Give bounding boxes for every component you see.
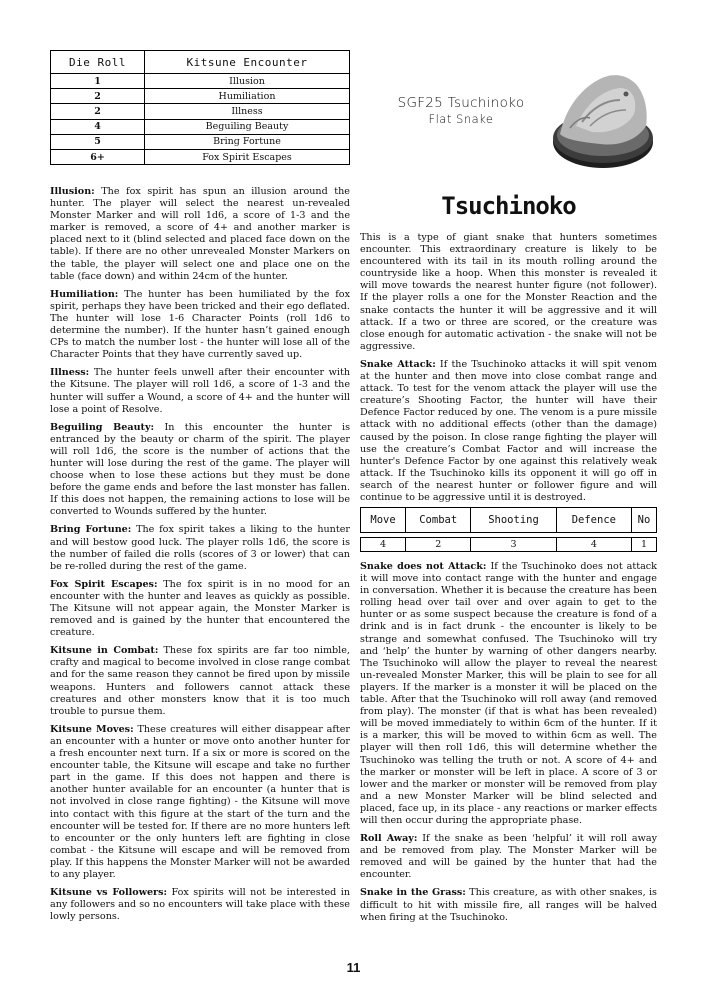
encounter-cell: Bring Fortune	[145, 134, 350, 149]
table-row	[51, 134, 350, 149]
die-roll-header: Die Roll	[51, 51, 145, 74]
paragraph-snake-in-the-grass	[360, 887, 657, 923]
die-roll-cell: 4	[51, 119, 145, 134]
paragraph-kitsune-vs-followers	[50, 887, 350, 923]
paragraph-text: Fox spirits will not be interested in any followers and so no encounters will take place with these lowly persons.	[50, 887, 350, 923]
paragraph-title: Snake Attack:	[360, 358, 436, 370]
stats-value-row	[361, 538, 657, 552]
tsuchinoko-stats-table	[360, 507, 657, 552]
miniature-subtitle: Flat Snake	[428, 112, 494, 126]
snake-miniature-icon	[546, 60, 661, 172]
defence-header: Defence	[556, 508, 631, 533]
paragraph-title: Kitsune in Combat:	[50, 645, 159, 657]
encounter-cell: Humiliation	[145, 89, 350, 104]
combat-header: Combat	[406, 508, 471, 533]
number-value: 1	[632, 538, 657, 552]
move-header: Move	[361, 508, 406, 533]
defence-value: 4	[556, 538, 631, 552]
paragraph-beguiling-beauty	[50, 422, 350, 519]
creature-heading: Tsuchinoko	[441, 192, 576, 220]
kitsune-encounter-table	[50, 50, 350, 165]
left-column	[50, 186, 350, 929]
die-roll-cell: 1	[51, 74, 145, 89]
die-roll-cell: 2	[51, 89, 145, 104]
paragraph-illness	[50, 367, 350, 415]
die-roll-cell: 6+	[51, 149, 145, 164]
right-column-top	[360, 232, 657, 510]
paragraph-text: The fox spirit is in no mood for an encounter with the hunter and leaves as quickly as possible. The Kitsune will not appear again, the Monster Marker is removed and is gained by the hunter that encountered the creature.	[50, 578, 350, 639]
paragraph-text: In this encounter the hunter is entranced by the beauty or charm of the spirit. The player will roll 1d6, the score is the number of actions that the hunter will lose during the rest of the game. The player will choose when to lose these actions but they must be done before the game ends and before the last monster has fallen. If this does not happen, the remaining actions to lose will be converted to Wounds suffered by the hunter.	[50, 421, 350, 518]
paragraph-fox-spirit-escapes	[50, 579, 350, 639]
combat-value: 2	[406, 538, 471, 552]
table-header-row	[51, 51, 350, 74]
paragraph-snake-attack	[360, 359, 657, 504]
paragraph-title: Fox Spirit Escapes:	[50, 578, 158, 590]
paragraph-title: Bring Fortune:	[50, 524, 132, 536]
shooting-value: 3	[471, 538, 556, 552]
right-column-bottom	[360, 561, 657, 930]
paragraph-title: Humiliation:	[50, 288, 119, 300]
table-row	[51, 89, 350, 104]
paragraph-kitsune-in-combat	[50, 645, 350, 718]
encounter-cell: Beguiling Beauty	[145, 119, 350, 134]
miniature-code: SGF25 Tsuchinoko	[397, 95, 525, 111]
paragraph-title: Kitsune vs Followers:	[50, 887, 168, 899]
table-row	[51, 149, 350, 164]
table-row	[51, 74, 350, 89]
die-roll-cell: 2	[51, 104, 145, 119]
paragraph-bring-fortune	[50, 524, 350, 572]
paragraph-title: Snake in the Grass:	[360, 887, 466, 899]
paragraph-text: These creatures will either disappear after an encounter with a hunter or move onto another hunter for a fresh encounter next turn. If a six or more is scored on the encounter table, the Kitsune will escape and take no further part in the game. If this does not happen and there is another hunter available for an encounter (a hunter that is not involved in close range fighting) - the Kitsune will move into contact with this figure at the start of the turn and the encounter will be tested for. If there are no more hunters left to encounter or the only hunters left are fighting in close combat - the Kitsune will escape and will be removed from play. If this happens the Monster Marker will not be awarded to any player.	[50, 723, 351, 880]
paragraph-text: If the Tsuchinoko does not attack it will move into contact range with the hunter and engage in conversation. Whether it is because the creature has been rolling head over tail over and over again to get to the hunter or as some suspect because the creature is fond of a drink and is in fact drunk - the encounter is likely to be strange and somewhat confused. The Tsuchinoko will try and ‘help’ the hunter by warning of other dangers nearby. The Tsuchinoko will allow the player to reveal the nearest un-revealed Monster Marker, this will be plain to see for all players. If the marker is a monster it will be placed on the table. After that the Tsuchinoko will roll away (and removed from play). The monster (if that is what has been revealed) will be moved immediately to within 6cm of the hunter. If it is a marker, this will be moved to within 6cm as well. The player will then roll 1d6, this will determine whether the Tsuchinoko was telling the truth or not. A score of 4+ and the marker or monster will be left in place. A score of 3 or lower and the marker or monster will be removed from play and a new Monster Marker will be blind selected and placed, face up, in its place - any reactions or marker effects will then occur during the appropriate phase.	[360, 561, 657, 826]
encounter-cell: Illness	[145, 104, 350, 119]
paragraph-intro: This is a type of giant snake that hunters sometimes encounter. This extraordinary creature is likely to be encountered with its tail in its mouth rolling around the countryside like a hoop. When this monster is revealed it will move towards the nearest hunter figure (not follower). If the player rolls a one for the Monster Reaction and the snake contacts the hunter it will be aggressive and it will attack. If a two or three are scored, or the creature was close enough for automatic activation - the snake will not be aggressive.	[360, 232, 657, 352]
paragraph-text: These fox spirits are far too nimble, crafty and magical to become involved in close range combat and for the same reason they cannot be fired upon by missile weapons. Hunters and followers cannot attack these creatures and other monsters know that it is too much trouble to pursue them.	[50, 645, 350, 717]
paragraph-title: Snake does not Attack:	[360, 561, 487, 572]
paragraph-title: Beguiling Beauty:	[50, 421, 155, 433]
paragraph-roll-away	[360, 833, 657, 881]
stats-header-row	[361, 508, 657, 533]
encounter-cell: Illusion	[145, 74, 350, 89]
paragraph-title: Kitsune Moves:	[50, 723, 134, 735]
paragraph-illusion	[50, 186, 350, 283]
paragraph-title: Illusion:	[50, 186, 95, 197]
miniature-caption	[384, 95, 538, 126]
paragraph-title: Roll Away:	[360, 833, 418, 845]
table-row	[51, 119, 350, 134]
paragraph-humiliation	[50, 289, 350, 362]
table-row	[51, 104, 350, 119]
shooting-header: Shooting	[471, 508, 556, 533]
paragraph-text: The hunter has been humiliated by the fox spirit, perhaps they have been tricked and their ego deflated. The hunter will lose 1-6 Character Points (roll 1d6 to determine the number). If the hunter hasn’t gained enough CPs to match the number lost - the hunter will lose all of the Character Points that they have currently saved up.	[50, 288, 350, 361]
paragraph-text: If the snake as been ‘helpful’ it will roll away and be removed from play. The Monster Marker will be removed and will be gained by the hunter that had the encounter.	[360, 833, 657, 881]
paragraph-title: Illness:	[50, 367, 90, 379]
page-number: 11	[346, 960, 361, 975]
paragraph-text: The fox spirit has spun an illusion around the hunter. The player will select the nearest un-revealed Monster Marker and will roll 1d6, a score of 1-3 and the marker is removed, a score of 4+ and another marker is placed next to it (blind selected and placed face down on the table). If there are no other unrevealed Monster Markers on the table, the player will select one and place one on the table (face down) and within 24cm of the hunter.	[50, 186, 350, 282]
move-value: 4	[361, 538, 406, 552]
paragraph-kitsune-moves	[50, 724, 350, 881]
paragraph-text: The hunter feels unwell after their encounter with the Kitsune. The player will roll 1d6, a score of 1-3 and the hunter will suffer a Wound, a score of 4+ and the hunter will lose a point of Resolve.	[50, 367, 350, 415]
number-header: No	[632, 508, 657, 533]
paragraph-snake-does-not-attack	[360, 561, 657, 827]
paragraph-text: This creature, as with other snakes, is difficult to hit with missile fire, all ranges will be halved when firing at the Tsuchinoko.	[360, 887, 657, 923]
die-roll-cell: 5	[51, 134, 145, 149]
paragraph-text: If the Tsuchinoko attacks it will spit venom at the hunter and then move into close combat range and attack. To test for the venom attack the player will use the creature’s Shooting Factor, the hunter will have their Defence Factor reduced by one. The venom is a pure missile attack with no additional effects (other than the damage) caused by the poison. In close range fighting the player will use the creature’s Combat Factor and will increase the hunter's Defence Factor by one against this relatively weak attack. If the Tsuchinoko kills its opponent it will go off in search of the nearest hunter or follower figure and will continue to be aggressive until it is destroyed.	[360, 358, 657, 503]
paragraph-text: The fox spirit takes a liking to the hunter and will bestow good luck. The player rolls 1d6, the score is the number of failed die rolls (scores of 3 or lower) that can be re-rolled during the rest of the game.	[50, 524, 350, 572]
kitsune-encounter-header: Kitsune Encounter	[145, 51, 350, 74]
encounter-cell: Fox Spirit Escapes	[145, 149, 350, 164]
